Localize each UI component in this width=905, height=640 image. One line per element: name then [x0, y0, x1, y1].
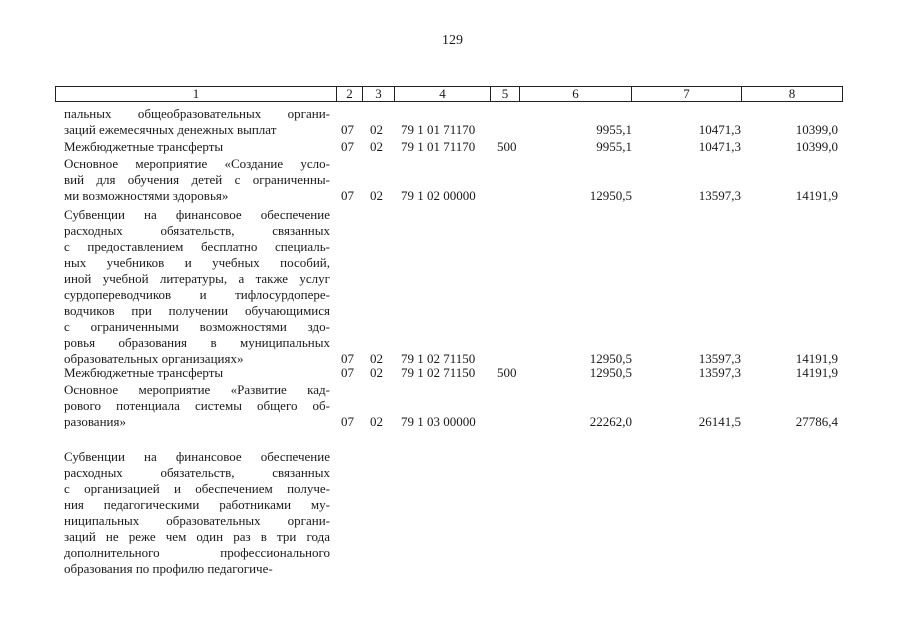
cell-col-6: 12950,5	[589, 365, 632, 380]
cell-col-2: 07	[341, 365, 354, 380]
row-description-line: иной учебной литературы, а также услуг	[64, 271, 330, 286]
row-description-line: Межбюджетные трансферты	[64, 139, 224, 154]
cell-col-2: 07	[341, 188, 354, 203]
row-description-line: заций ежемесячных денежных выплат	[64, 122, 277, 137]
row-description-line: Субвенции на финансовое обеспечение	[64, 207, 330, 222]
cell-col-7: 10471,3	[698, 139, 741, 154]
row-description-line: пальных общеобразовательных органи-	[64, 106, 330, 121]
cell-col-4: 79 1 02 00000	[401, 188, 476, 203]
header-col-8: 8	[742, 87, 843, 102]
row-description-line: ных учебников и учебных пособий,	[64, 255, 330, 270]
cell-col-4: 79 1 01 71170	[401, 122, 476, 137]
cell-col-6: 22262,0	[589, 414, 632, 429]
cell-col-4: 79 1 03 00000	[401, 414, 476, 429]
cell-col-7: 10471,3	[698, 122, 741, 137]
table-header	[55, 86, 843, 102]
row-description-line: дополнительного профессионального	[64, 545, 330, 560]
row-description-line: водчиков при получении обучающимися	[64, 303, 330, 318]
row-description-line: вий для обучения детей с ограниченны-	[64, 172, 330, 187]
row-description-line: образования по профилю педагогиче-	[64, 561, 273, 576]
cell-col-8: 10399,0	[795, 139, 838, 154]
cell-col-7: 13597,3	[698, 351, 741, 366]
cell-col-2: 07	[341, 351, 354, 366]
row-description-line: сурдопереводчиков и тифлосурдопере-	[64, 287, 330, 302]
row-description-line: ровья образования в муниципальных	[64, 335, 330, 350]
cell-col-3: 02	[370, 139, 383, 154]
cell-col-8: 27786,4	[795, 414, 838, 429]
row-description-line: с ограниченными возможностями здо-	[64, 319, 330, 334]
row-description-line: Основное мероприятие «Создание усло-	[64, 156, 330, 171]
cell-col-3: 02	[370, 351, 383, 366]
cell-col-4: 79 1 02 71150	[401, 351, 476, 366]
row-description-line: Основное мероприятие «Развитие кад-	[64, 382, 330, 397]
cell-col-8: 14191,9	[795, 351, 838, 366]
cell-col-6: 9955,1	[596, 122, 632, 137]
row-description-line: Межбюджетные трансферты	[64, 365, 224, 380]
cell-col-8: 14191,9	[795, 188, 838, 203]
row-description-line: Субвенции на финансовое обеспечение	[64, 449, 330, 464]
cell-col-5: 500	[497, 365, 517, 380]
cell-col-6: 9955,1	[596, 139, 632, 154]
row-description-line: расходных обязательств, связанных	[64, 223, 330, 238]
row-description-line: с организацией и обеспечением получе-	[64, 481, 330, 496]
cell-col-3: 02	[370, 414, 383, 429]
row-description-line: заций не реже чем один раз в три года	[64, 529, 330, 544]
row-description-line: с предоставлением бесплатно специаль-	[64, 239, 330, 254]
row-description-line: ми возможностями здоровья»	[64, 188, 229, 203]
cell-col-4: 79 1 01 71170	[401, 139, 476, 154]
cell-col-7: 13597,3	[698, 188, 741, 203]
header-col-6: 6	[520, 87, 632, 102]
row-description-line: рового потенциала системы общего об-	[64, 398, 330, 413]
header-col-3: 3	[363, 87, 395, 102]
header-col-4: 4	[395, 87, 491, 102]
cell-col-2: 07	[341, 122, 354, 137]
header-col-1: 1	[56, 87, 337, 102]
row-description-line: образовательных организациях»	[64, 351, 244, 366]
cell-col-7: 13597,3	[698, 365, 741, 380]
row-description-line: ния педагогическими работниками му-	[64, 497, 330, 512]
cell-col-6: 12950,5	[589, 351, 632, 366]
cell-col-5: 500	[497, 139, 517, 154]
cell-col-3: 02	[370, 122, 383, 137]
header-col-2: 2	[337, 87, 363, 102]
cell-col-7: 26141,5	[698, 414, 741, 429]
cell-col-2: 07	[341, 139, 354, 154]
cell-col-3: 02	[370, 188, 383, 203]
cell-col-4: 79 1 02 71150	[401, 365, 476, 380]
cell-col-2: 07	[341, 414, 354, 429]
cell-col-8: 10399,0	[795, 122, 838, 137]
header-col-5: 5	[491, 87, 520, 102]
header-col-7: 7	[632, 87, 742, 102]
cell-col-6: 12950,5	[589, 188, 632, 203]
row-description-line: расходных обязательств, связанных	[64, 465, 330, 480]
row-description-line: ниципальных образовательных органи-	[64, 513, 330, 528]
row-description-line: разования»	[64, 414, 126, 429]
page-number: 129	[442, 33, 463, 48]
cell-col-3: 02	[370, 365, 383, 380]
cell-col-8: 14191,9	[795, 365, 838, 380]
